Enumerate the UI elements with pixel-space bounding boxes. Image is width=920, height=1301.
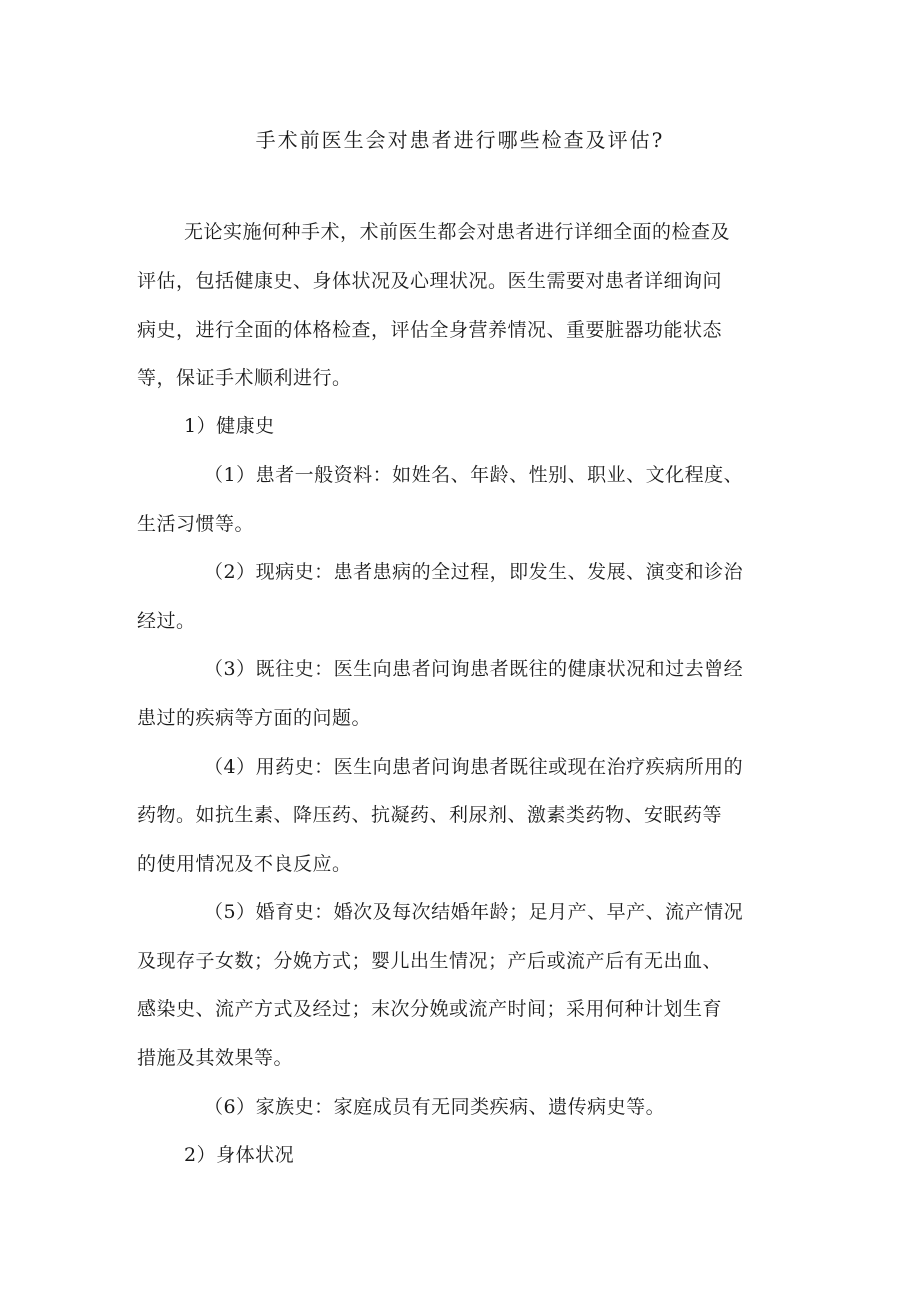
intro-line: 评估，包括健康史、身体状况及心理状况。医生需要对患者详细询问: [137, 270, 723, 292]
item-marital-history-line: 及现存子女数；分娩方式；婴儿出生情况；产后或流产后有无出血、: [137, 950, 723, 972]
item-marital-history-line: 感染史、流产方式及经过；末次分娩或流产时间；采用何种计划生育: [137, 998, 723, 1020]
item-marital-history-line: （5）婚育史：婚次及每次结婚年龄；足月产、早产、流产情况: [204, 901, 744, 923]
intro-line: 病史，进行全面的体格检查，评估全身营养情况、重要脏器功能状态: [137, 319, 723, 341]
intro-line: 等，保证手术顺利进行。: [137, 367, 352, 389]
intro-line: 无论实施何种手术，术前医生都会对患者进行详细全面的检查及: [184, 221, 731, 243]
item-present-illness-line: 经过。: [137, 610, 196, 632]
item-past-history-line: （3）既往史：医生向患者问询患者既往的健康状况和过去曾经: [204, 658, 744, 680]
item-medication-history-line: （4）用药史：医生向患者问询患者既往或现在治疗疾病所用的: [204, 756, 744, 778]
page-title: 手术前医生会对患者进行哪些检查及评估?: [255, 128, 665, 152]
item-medication-history-line: 的使用情况及不良反应。: [137, 853, 352, 875]
item-general-info-line: （1）患者一般资料：如姓名、年龄、性别、职业、文化程度、: [204, 464, 744, 486]
item-present-illness-line: （2）现病史：患者患病的全过程，即发生、发展、演变和诊治: [204, 561, 744, 583]
item-marital-history-line: 措施及其效果等。: [137, 1047, 294, 1069]
section-heading-physical-condition: 2）身体状况: [184, 1144, 295, 1166]
item-medication-history-line: 药物。如抗生素、降压药、抗凝药、利尿剂、激素类药物、安眠药等: [137, 804, 723, 826]
item-past-history-line: 患过的疾病等方面的问题。: [137, 707, 372, 729]
item-general-info-line: 生活习惯等。: [137, 513, 255, 535]
section-heading-health-history: 1）健康史: [184, 415, 275, 437]
item-family-history-line: （6）家族史：家庭成员有无同类疾病、遗传病史等。: [204, 1096, 666, 1118]
